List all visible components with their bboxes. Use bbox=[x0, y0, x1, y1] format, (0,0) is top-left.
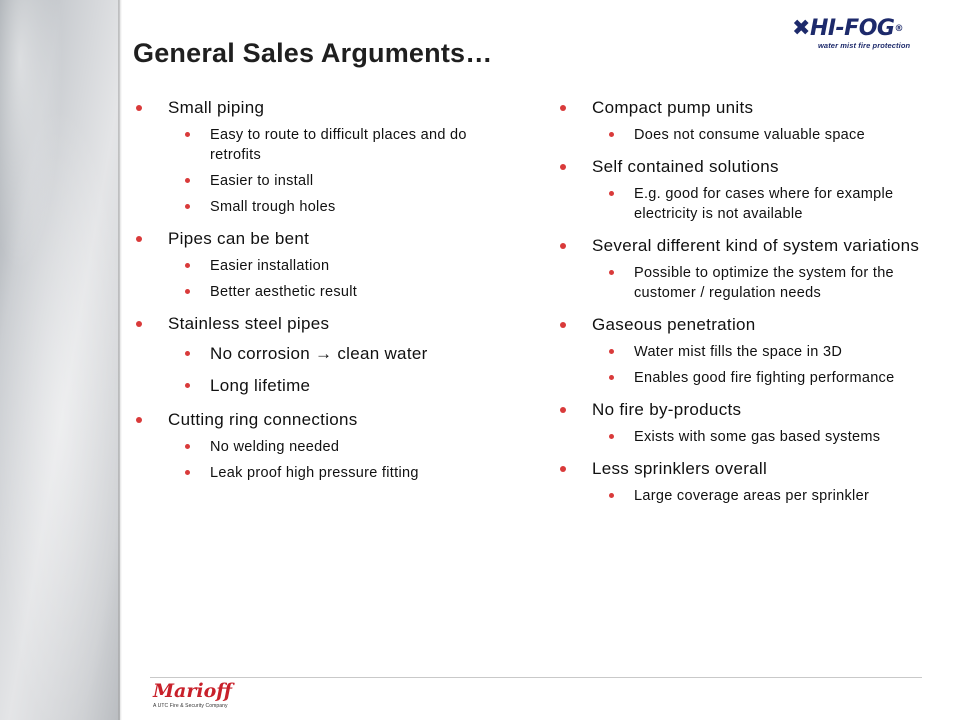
image-edge bbox=[118, 0, 122, 720]
marioff-logo bbox=[153, 681, 253, 717]
bullet-text: Pipes can be bent bbox=[168, 229, 310, 248]
bullet-less-sprinklers bbox=[557, 457, 952, 506]
bullet-gaseous-penetration bbox=[557, 313, 952, 388]
bullet-small-piping bbox=[133, 96, 513, 217]
sub-bullet: Easier to install bbox=[168, 171, 513, 191]
registered-mark: ® bbox=[894, 24, 903, 34]
hi-fog-mark-icon: ✖ bbox=[792, 16, 810, 41]
sub-bullet: Easy to route to difficult places and do retrofits bbox=[168, 125, 513, 165]
slide-title: General Sales Arguments… bbox=[133, 38, 493, 68]
bullet-self-contained bbox=[557, 155, 952, 224]
hi-fog-logo bbox=[792, 18, 927, 52]
hi-fog-logo-name: HI-FOG bbox=[809, 16, 895, 41]
bullet-text: Small piping bbox=[168, 98, 265, 117]
bullet-text: Compact pump units bbox=[592, 98, 754, 117]
bullet-no-fire-byproducts bbox=[557, 398, 952, 447]
bullet-pipes-bent bbox=[133, 227, 513, 302]
sub-bullet: No corrosion → clean water bbox=[168, 342, 513, 366]
marioff-logo-name: Marioff bbox=[153, 680, 232, 702]
bullet-text: Cutting ring connections bbox=[168, 410, 358, 429]
bullet-text: Self contained solutions bbox=[592, 157, 779, 176]
bullet-compact-pump bbox=[557, 96, 952, 145]
footer-divider bbox=[150, 677, 922, 678]
sub-bullet: Long lifetime bbox=[168, 374, 513, 398]
sub-bullet: Easier installation bbox=[168, 256, 513, 276]
sub-bullet: Exists with some gas based systems bbox=[592, 427, 952, 447]
sub-bullet: Large coverage areas per sprinkler bbox=[592, 486, 952, 506]
sub-bullet: Enables good fire fighting performance bbox=[592, 368, 952, 388]
sub-bullet: E.g. good for cases where for example electricity is not available bbox=[592, 184, 952, 224]
left-column bbox=[133, 96, 513, 483]
sub-bullet: No welding needed bbox=[168, 437, 513, 457]
water-mist-image bbox=[0, 0, 120, 720]
hi-fog-logo-tagline: water mist fire protection bbox=[818, 41, 911, 50]
marioff-logo-tagline: A UTC Fire & Security Company bbox=[153, 703, 228, 709]
bullet-text: No fire by-products bbox=[592, 400, 742, 419]
bullet-stainless-steel bbox=[133, 312, 513, 398]
right-column bbox=[557, 96, 952, 506]
sub-bullet: Does not consume valuable space bbox=[592, 125, 952, 145]
sub-bullet: Water mist fills the space in 3D bbox=[592, 342, 952, 362]
sub-bullet: Better aesthetic result bbox=[168, 282, 513, 302]
sub-bullet: Small trough holes bbox=[168, 197, 513, 217]
bullet-text: Stainless steel pipes bbox=[168, 314, 330, 333]
bullet-text: Gaseous penetration bbox=[592, 315, 756, 334]
bullet-text: Several different kind of system variations bbox=[592, 236, 920, 255]
sub-bullet: Leak proof high pressure fitting bbox=[168, 463, 513, 483]
sub-bullet: Possible to optimize the system for the customer / regulation needs bbox=[592, 263, 952, 303]
bullet-system-variations bbox=[557, 234, 952, 303]
bullet-cutting-ring bbox=[133, 408, 513, 483]
bullet-text: Less sprinklers overall bbox=[592, 459, 768, 478]
